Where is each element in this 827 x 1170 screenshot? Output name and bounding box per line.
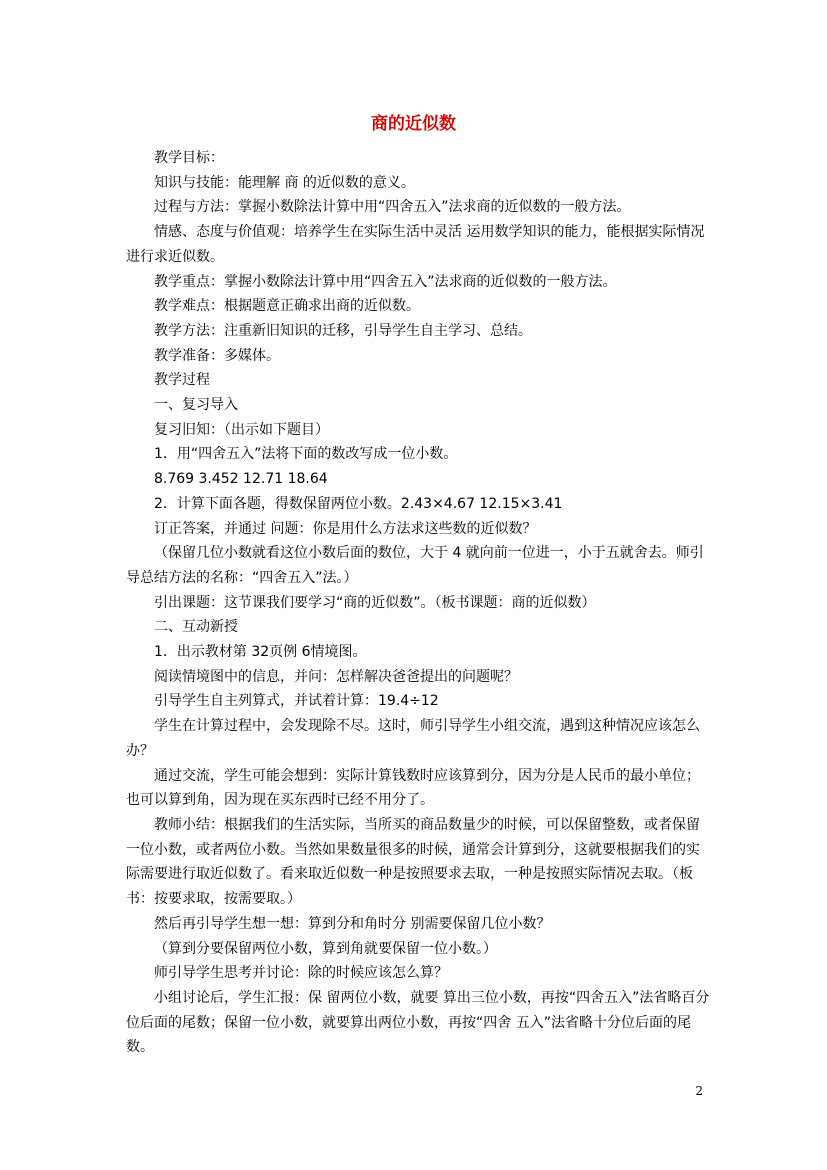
paragraph: 订正答案，并通过 问题：你是用什么方法求这些数的近似数？	[154, 520, 537, 537]
paragraph: 然后再引导学生想一想：算到分和角时分 别需要保留几位小数？	[154, 915, 551, 932]
document-title: 商的近似数	[371, 114, 456, 134]
paragraph: 过程与方法：掌握小数除法计算中用“四舍五入”法求商的近似数的一般方法。	[154, 199, 631, 216]
paragraph: 2．计算下面各题，得数保留两位小数。2.43×4.67 12.15×3.41	[154, 495, 563, 512]
paragraph: 教师小结：根据我们的生活实际，当所买的商品数量少的时候，可以保留整数，或者保留一位小数，或者两位小数。当然如果数量很多的时候，通常会计算到分，这就要根据我们的实际需要进行取近似数了。看来取近似数一种是按照要求去取，一种是按照实际情况去取。（板书：按要求取，按需要取。）	[126, 816, 700, 908]
paragraph: 小组讨论后，学生汇报：保 留两位小数，就要 算出三位小数，再按“四舍五入”法省略百分位后面的尾数；保留一位小数，就要算出两位小数，再按“四舍 五入”法省略十分位后面的尾数。	[126, 989, 710, 1056]
paragraph: 教学重点：掌握小数除法计算中用“四舍五入”法求商的近似数的一般方法。	[154, 273, 617, 290]
paragraph: 教学过程	[154, 372, 210, 389]
paragraph: 二、互动新授	[154, 619, 238, 636]
paragraph: 8.769 3.452 12.71 18.64	[154, 471, 328, 488]
paragraph: 通过交流，学生可能会想到：实际计算钱数时应该算到分，因为分是人民币的最小单位；也可以算到角，因为现在买东西时已经不用分了。	[126, 767, 700, 809]
paragraph: （保留几位小数就看这位小数后面的数位，大于 4 就向前一位进一，小于五就舍去。师引导总结方法的名称：“四舍五入”法。）	[126, 545, 704, 586]
paragraph: 1．出示教材第 32页例 6情境图。	[154, 644, 367, 661]
document-body	[126, 146, 710, 1060]
paragraph: 引导学生自主列算式，并试着计算：19.4÷12	[154, 693, 439, 710]
paragraph: 情感、态度与价值观：培养学生在实际生活中灵活 运用数学知识的能力，能根据实际情况进行求近似数。	[126, 224, 705, 265]
paragraph: 学生在计算过程中，会发现除不尽。这时，师引导学生小组交流，遇到这种情况应该怎么办？	[126, 718, 700, 759]
page-number: 2	[695, 1084, 703, 1098]
paragraph: 教学准备：多媒体。	[154, 347, 280, 364]
paragraph: 知识与技能：能理解 商 的近似数的意义。	[154, 174, 415, 191]
paragraph: 复习旧知：（出示如下题目）	[154, 421, 329, 438]
paragraph: 教学目标：	[154, 150, 224, 166]
paragraph: 一、复习导入	[154, 397, 238, 414]
paragraph: 教学难点：根据题意正确求出商的近似数。	[154, 298, 420, 315]
paragraph: 师引导学生思考并讨论：除的时候应该怎么算？	[154, 965, 448, 982]
paragraph: 阅读情境图中的信息，并问：怎样解决爸爸提出的问题呢？	[154, 668, 518, 685]
paragraph: （算到分要保留两位小数，算到角就要保留一位小数。）	[154, 940, 497, 957]
paragraph: 教学方法：注重新旧知识的迁移，引导学生自主学习、总结。	[154, 322, 532, 339]
paragraph: 1．用“四舍五入”法将下面的数改写成一位小数。	[154, 446, 458, 463]
paragraph: 引出课题：这节课我们要学习“商的近似数”。（板书课题：商的近似数）	[154, 594, 596, 611]
